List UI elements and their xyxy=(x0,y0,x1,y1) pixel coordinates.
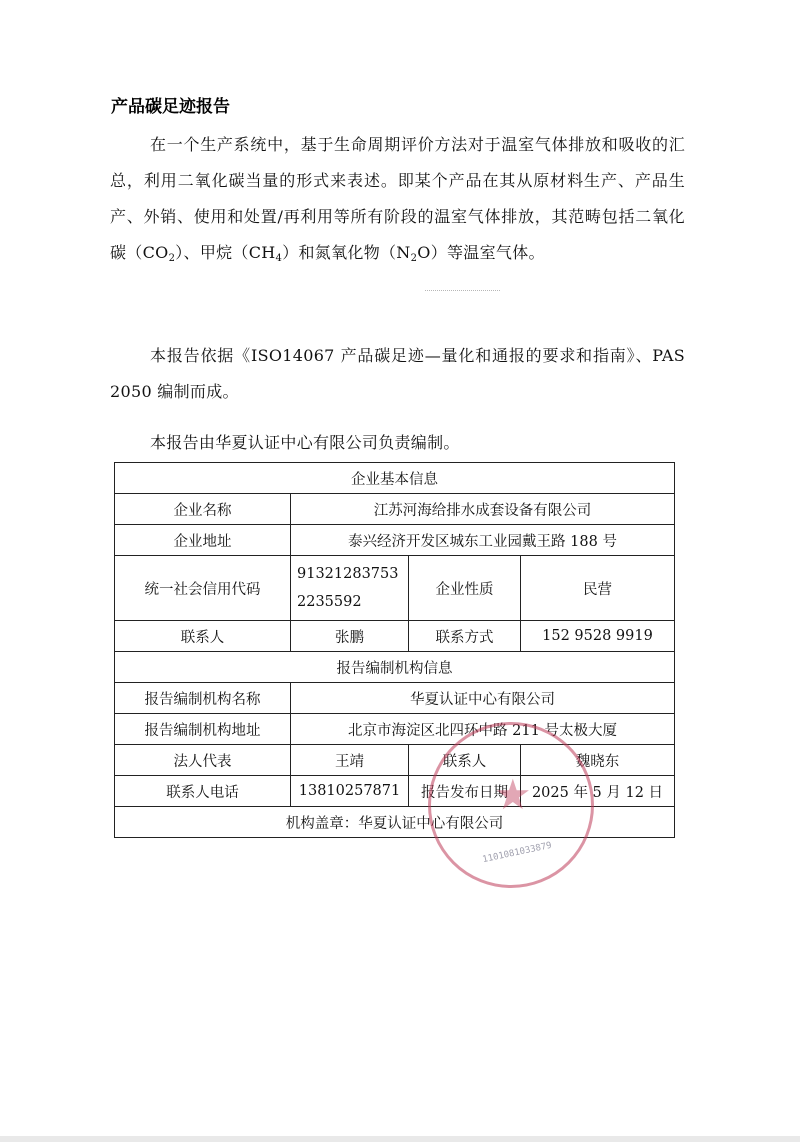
company-address-value: 泰兴经济开发区城东工业园戴王路 188 号 xyxy=(291,525,675,556)
org-address-value: 北京市海淀区北四环中路 211 号太极大厦 xyxy=(291,714,675,745)
company-name-value: 江苏河海给排水成套设备有限公司 xyxy=(291,494,675,525)
company-name-label: 企业名称 xyxy=(115,494,291,525)
co2-subscript: 2 xyxy=(168,253,176,264)
legal-rep-value: 王靖 xyxy=(291,745,409,776)
table-row xyxy=(115,683,675,714)
table-row xyxy=(115,494,675,525)
intro-text-a: 在一个生产系统中，基于生命周期评价方法对于温室气体排放和吸收的汇总，利用二氧化碳当量的形式来表述。即某个产品在其从原材料生产、产品生产、外销、使用和处置/再利用等所有阶段的温室气体排放，其范畴包括二氧化碳（CO xyxy=(110,135,685,262)
table-row xyxy=(115,776,675,807)
author-paragraph: 本报告由华夏认证中心有限公司负责编制。 xyxy=(150,433,460,452)
info-table xyxy=(114,462,675,838)
scan-smudge xyxy=(425,286,500,291)
phone-label: 联系人电话 xyxy=(115,776,291,807)
table-row xyxy=(115,463,675,494)
table-row xyxy=(115,745,675,776)
table-row xyxy=(115,714,675,745)
contact-method-value: 152 9528 9919 xyxy=(521,621,675,652)
legal-rep-label: 法人代表 xyxy=(115,745,291,776)
issue-date-label: 报告发布日期 xyxy=(409,776,521,807)
table-row xyxy=(115,621,675,652)
nature-value: 民营 xyxy=(521,556,675,621)
scan-bottom-edge xyxy=(0,1136,800,1142)
contact-value: 张鹏 xyxy=(291,621,409,652)
nature-label: 企业性质 xyxy=(409,556,521,621)
seal-star-icon: ★ xyxy=(494,770,532,819)
org-contact-label: 联系人 xyxy=(409,745,521,776)
intro-text-b: ）、甲烷（CH xyxy=(175,243,276,262)
table-row xyxy=(115,525,675,556)
contact-label: 联系人 xyxy=(115,621,291,652)
intro-text-c: ）和氮氧化物（N xyxy=(282,243,411,262)
org-name-value: 华夏认证中心有限公司 xyxy=(291,683,675,714)
company-address-label: 企业地址 xyxy=(115,525,291,556)
org-contact-value: 魏晓东 xyxy=(521,745,675,776)
page-title: 产品碳足迹报告 xyxy=(111,97,230,117)
seal-row: 机构盖章：华夏认证中心有限公司 xyxy=(115,807,675,838)
table-row xyxy=(115,652,675,683)
ch4-subscript: 4 xyxy=(275,253,283,264)
seal-code: 1101081033879 xyxy=(481,840,553,866)
table-row xyxy=(115,556,675,621)
basis-paragraph: 本报告依据《ISO14067 产品碳足迹—量化和通报的要求和指南》、PAS 2050 编制而成。 xyxy=(110,346,685,401)
section-header-company: 企业基本信息 xyxy=(115,463,675,494)
org-address-label: 报告编制机构地址 xyxy=(115,714,291,745)
phone-value: 13810257871 xyxy=(291,776,409,807)
org-name-label: 报告编制机构名称 xyxy=(115,683,291,714)
issue-date-value: 2025 年 5 月 12 日 xyxy=(521,776,675,807)
credit-code-value: 913212837532235592 xyxy=(291,556,409,621)
section-header-org: 报告编制机构信息 xyxy=(115,652,675,683)
table-row xyxy=(115,807,675,838)
n2o-subscript: 2 xyxy=(410,253,418,264)
intro-paragraph xyxy=(110,127,685,271)
credit-code-label: 统一社会信用代码 xyxy=(115,556,291,621)
contact-method-label: 联系方式 xyxy=(409,621,521,652)
intro-text-d: O）等温室气体。 xyxy=(417,243,545,262)
